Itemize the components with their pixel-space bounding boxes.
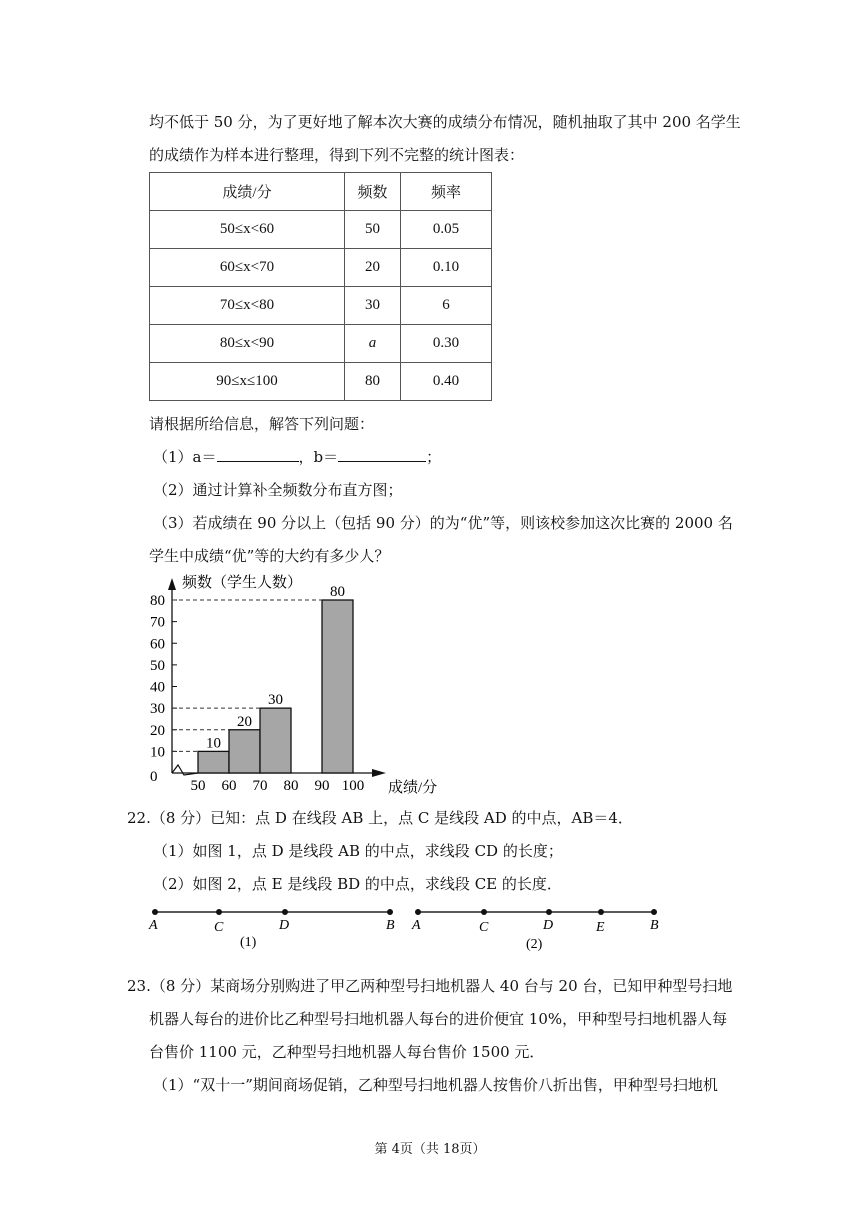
row-rate: 0.40 <box>401 363 492 401</box>
segment-figures <box>0 900 860 960</box>
figure-2 <box>411 909 659 952</box>
label-c-fig1: C <box>214 920 224 935</box>
row-count: 30 <box>345 287 401 325</box>
intro-line-1: 均不低于 50 分，为了更好地了解本次大赛的成绩分布情况，随机抽取了其中 200 名学生 <box>149 113 741 131</box>
q23-line-1: 23.（8 分）某商场分别购进了甲乙两种型号扫地机器人 40 台与 20 台，已知甲种型号扫地 <box>127 977 733 995</box>
q21-part2: （2）通过计算补全频数分布直方图； <box>153 481 403 499</box>
q21-part1-a-label: （1）a＝ <box>153 448 217 466</box>
x-tick-label: 70 <box>252 778 268 794</box>
header-score: 成绩/分 <box>150 173 345 211</box>
row-rate: 0.30 <box>401 325 492 363</box>
bar-data-label: 10 <box>206 735 221 752</box>
point-a-fig1 <box>152 909 158 915</box>
x-axis-title: 成绩/分 <box>388 780 438 796</box>
y-tick-label: 50 <box>150 657 165 674</box>
q21-part1-b-label: ，b＝ <box>298 448 339 466</box>
row-range: 50≤x<60 <box>150 211 345 249</box>
label-c-fig2: C <box>479 920 489 935</box>
y-tick-label: 40 <box>150 679 165 696</box>
y-tick-label: 0 <box>150 769 158 785</box>
y-tick-label: 60 <box>150 636 165 653</box>
label-a-fig2: A <box>412 918 421 933</box>
q23-line-3: 台售价 1100 元，乙种型号扫地机器人每台售价 1500 元． <box>149 1043 545 1061</box>
label-d-fig1: D <box>279 918 290 933</box>
y-tick-label: 80 <box>150 593 165 609</box>
histogram-bar <box>198 751 229 773</box>
caption-fig2: (2) <box>526 937 543 952</box>
x-tick-label: 60 <box>221 778 237 794</box>
point-a-fig2 <box>415 909 421 915</box>
point-e-fig2 <box>598 909 604 915</box>
histogram-bar <box>260 708 291 773</box>
x-tick-label: 80 <box>283 778 299 794</box>
q23-line-2: 机器人每台的进价比乙种型号扫地机器人每台的进价便宜 10%，甲种型号扫地机器人每 <box>149 1010 728 1028</box>
y-tick-label: 30 <box>150 701 165 718</box>
row-count: a <box>345 325 401 363</box>
label-a-fig1: A <box>149 918 158 933</box>
row-range: 60≤x<70 <box>150 249 345 287</box>
bar-data-label: 20 <box>237 713 252 730</box>
row-range: 90≤x≤100 <box>150 363 345 401</box>
point-d-fig1 <box>282 909 288 915</box>
q22-line-2: （1）如图 1，点 D 是线段 AB 的中点，求线段 CD 的长度； <box>153 842 563 860</box>
point-d-fig2 <box>546 909 552 915</box>
label-b-fig2: B <box>650 918 659 933</box>
y-axis-title: 频数（学生人数） <box>182 575 303 591</box>
page-footer: 第 4页（共 18页） <box>374 1142 486 1157</box>
row-rate: 6 <box>401 287 492 325</box>
label-b-fig1: B <box>386 918 395 933</box>
x-tick-label: 100 <box>341 778 365 794</box>
point-b-fig2 <box>651 909 657 915</box>
y-tick-label: 70 <box>150 614 165 631</box>
row-range: 80≤x<90 <box>150 325 345 363</box>
row-count: 80 <box>345 363 401 401</box>
point-c-fig1 <box>216 909 222 915</box>
y-axis-arrow <box>168 578 176 590</box>
point-b-fig1 <box>387 909 393 915</box>
q21-prompt: 请根据所给信息，解答下列问题： <box>149 415 375 433</box>
x-axis-arrow <box>372 769 386 777</box>
row-count: 50 <box>345 211 401 249</box>
y-tick-label: 20 <box>150 722 165 739</box>
header-count: 频数 <box>345 173 401 211</box>
y-tick-label: 10 <box>150 744 165 761</box>
caption-fig1: (1) <box>240 935 257 950</box>
q21-part3-line2: 学生中成绩“优”等的大约有多少人？ <box>149 547 390 565</box>
header-rate: 频率 <box>401 173 492 211</box>
point-c-fig2 <box>481 909 487 915</box>
row-rate: 0.05 <box>401 211 492 249</box>
bar-data-label: 80 <box>330 584 345 600</box>
figure-1 <box>148 909 395 950</box>
x-tick-label: 90 <box>314 778 330 794</box>
intro-line-2: 的成绩作为样本进行整理，得到下列不完整的统计图表： <box>149 146 525 164</box>
x-tick-label: 50 <box>190 778 206 794</box>
label-e-fig2: E <box>596 920 605 935</box>
row-rate: 0.10 <box>401 249 492 287</box>
label-d-fig2: D <box>543 918 554 933</box>
histogram-bar <box>322 600 353 773</box>
q23-line-4: （1）“双十一”期间商场促销，乙种型号扫地机器人按售价八折出售，甲种型号扫地机 <box>153 1076 718 1094</box>
q22-line-1: 22.（8 分）已知：点 D 在线段 AB 上，点 C 是线段 AD 的中点，AB＝4． <box>127 809 633 827</box>
q21-part1-end: ； <box>426 448 442 466</box>
bar-data-label: 30 <box>268 692 283 709</box>
histogram-bar <box>229 730 260 773</box>
row-count: 20 <box>345 249 401 287</box>
q21-part3-line1: （3）若成绩在 90 分以上（包括 90 分）的为“优”等，则该校参加这次比赛的 2000 名 <box>153 514 733 532</box>
row-range: 70≤x<80 <box>150 287 345 325</box>
q22-line-3: （2）如图 2，点 E 是线段 BD 的中点，求线段 CE 的长度． <box>153 875 562 893</box>
